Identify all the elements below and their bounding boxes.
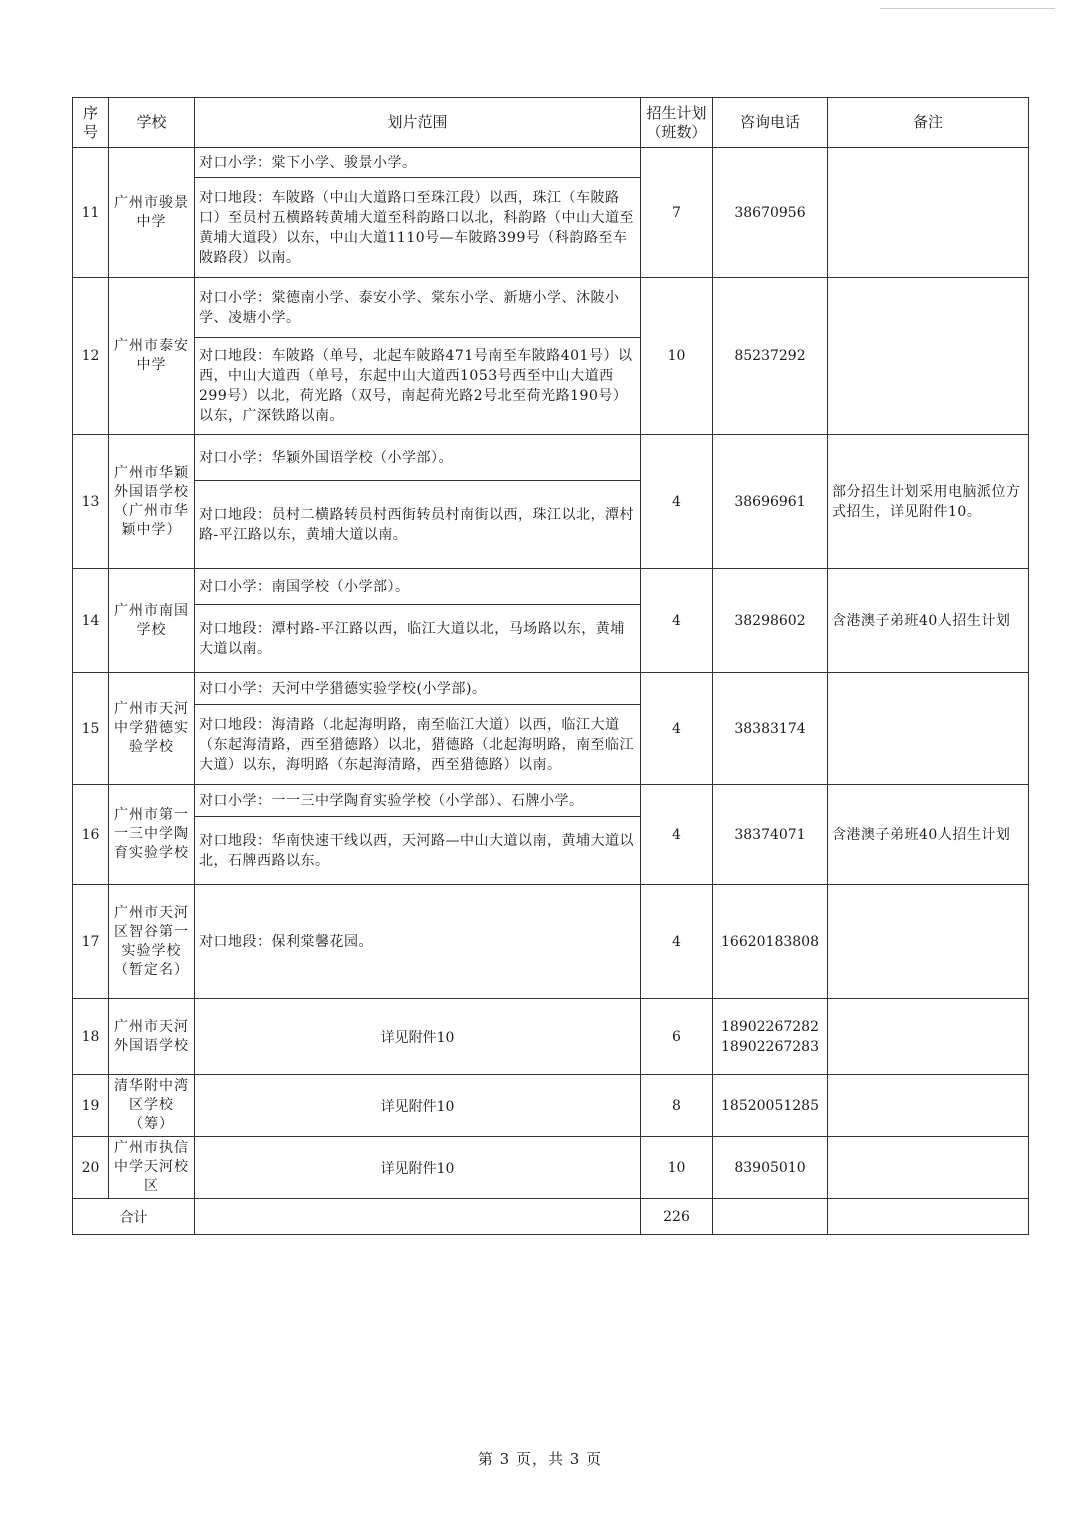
plan-count: 4 (641, 885, 713, 999)
phone-number: 85237292 (713, 278, 828, 435)
row-number: 12 (73, 278, 109, 435)
district-range: 对口地段：车陂路（中山大道路口至珠江段）以西，珠江（车陂路口）至员村五横路转黄埔大道至科韵路口以北，科韵路（中山大道至黄埔大道段）以东，中山大道1110号—车陂路399号（科韵路至车陂路段）以南。 (195, 178, 641, 278)
primary-school-range: 对口小学：一一三中学陶育实验学校（小学部）、石牌小学。 (195, 785, 641, 817)
range-reference: 详见附件10 (195, 999, 641, 1075)
district-range: 对口地段：保利棠馨花园。 (195, 885, 641, 999)
scan-edge-line (880, 8, 1055, 9)
table-row (73, 435, 1029, 481)
table-row (73, 569, 1029, 605)
total-note-empty (828, 1199, 1029, 1235)
phone-numbers (713, 999, 828, 1075)
school-name: 广州市南国学校 (109, 569, 195, 673)
district-range: 对口地段：潭村路-平江路以西，临江大道以北，马场路以东，黄埔大道以南。 (195, 605, 641, 673)
row-number: 14 (73, 569, 109, 673)
plan-count: 6 (641, 999, 713, 1075)
district-range: 对口地段：华南快速干线以西，天河路—中山大道以南，黄埔大道以北，石牌西路以东。 (195, 817, 641, 885)
row-number: 17 (73, 885, 109, 999)
range-reference: 详见附件10 (195, 1137, 641, 1199)
school-name: 广州市天河中学猎德实验学校 (109, 673, 195, 785)
header-note: 备注 (828, 98, 1029, 148)
row-number: 20 (73, 1137, 109, 1199)
school-name: 广州市泰安中学 (109, 278, 195, 435)
table-row (73, 885, 1029, 999)
plan-count: 4 (641, 435, 713, 569)
total-range-empty (195, 1199, 641, 1235)
district-range: 对口地段：车陂路（单号，北起车陂路471号南至车陂路401号）以西，中山大道西（单号，东起中山大道西1053号西至中山大道西299号）以北，荷光路（双号，南起荷光路2号北至荷光路190号）以东，广深铁路以南。 (195, 338, 641, 435)
primary-school-range: 对口小学：棠下小学、骏景小学。 (195, 148, 641, 178)
note (828, 1137, 1029, 1199)
table-row (73, 148, 1029, 178)
total-plan: 226 (641, 1199, 713, 1235)
header-no: 序号 (73, 98, 109, 148)
note (828, 148, 1029, 278)
note (828, 1075, 1029, 1137)
table-row (73, 1075, 1029, 1137)
note: 部分招生计划采用电脑派位方式招生，详见附件10。 (828, 435, 1029, 569)
row-number: 15 (73, 673, 109, 785)
header-range: 划片范围 (195, 98, 641, 148)
row-number: 19 (73, 1075, 109, 1137)
row-number: 18 (73, 999, 109, 1075)
range-reference: 详见附件10 (195, 1075, 641, 1137)
school-name: 广州市天河外国语学校 (109, 999, 195, 1075)
note (828, 278, 1029, 435)
header-school: 学校 (109, 98, 195, 148)
plan-count: 10 (641, 278, 713, 435)
primary-school-range: 对口小学：天河中学猎德实验学校(小学部)。 (195, 673, 641, 705)
page-footer: 第 3 页，共 3 页 (477, 1450, 603, 1468)
total-label: 合计 (73, 1199, 195, 1235)
note (828, 999, 1029, 1075)
table-row (73, 785, 1029, 817)
primary-school-range: 对口小学：华颖外国语学校（小学部）。 (195, 435, 641, 481)
note (828, 885, 1029, 999)
primary-school-range: 对口小学：棠德南小学、泰安小学、棠东小学、新塘小学、沐陂小学、凌塘小学。 (195, 278, 641, 338)
phone-number: 38298602 (713, 569, 828, 673)
school-name: 清华附中湾区学校（筹） (109, 1075, 195, 1137)
plan-count: 4 (641, 673, 713, 785)
total-row (73, 1199, 1029, 1235)
total-phone-empty (713, 1199, 828, 1235)
plan-count: 4 (641, 785, 713, 885)
phone-number: 18520051285 (713, 1075, 828, 1137)
plan-count: 10 (641, 1137, 713, 1199)
phone-number: 38696961 (713, 435, 828, 569)
note (828, 673, 1029, 785)
district-range: 对口地段：员村二横路转员村西街转员村南街以西，珠江以北，潭村路-平江路以东，黄埔大道以南。 (195, 481, 641, 569)
phone-number: 18902267283 (721, 1038, 819, 1055)
phone-number: 38670956 (713, 148, 828, 278)
plan-count: 8 (641, 1075, 713, 1137)
header-plan: 招生计划（班数） (641, 98, 713, 148)
table-row (73, 278, 1029, 338)
school-name: 广州市天河区智谷第一实验学校（暂定名） (109, 885, 195, 999)
row-number: 13 (73, 435, 109, 569)
school-name: 广州市执信中学天河校区 (109, 1137, 195, 1199)
primary-school-range: 对口小学：南国学校（小学部）。 (195, 569, 641, 605)
phone-number: 38383174 (713, 673, 828, 785)
school-name: 广州市第一一三中学陶育实验学校 (109, 785, 195, 885)
phone-number: 83905010 (713, 1137, 828, 1199)
header-phone: 咨询电话 (713, 98, 828, 148)
note: 含港澳子弟班40人招生计划 (828, 785, 1029, 885)
table-header-row (73, 98, 1029, 148)
school-name: 广州市骏景中学 (109, 148, 195, 278)
phone-number: 16620183808 (713, 885, 828, 999)
phone-number: 18902267282 (721, 1018, 819, 1035)
school-name: 广州市华颖外国语学校（广州市华颖中学） (109, 435, 195, 569)
table-row (73, 1137, 1029, 1199)
phone-number: 38374071 (713, 785, 828, 885)
plan-count: 4 (641, 569, 713, 673)
enrollment-table (72, 97, 1029, 1235)
district-range: 对口地段：海清路（北起海明路，南至临江大道）以西，临江大道（东起海清路，西至猎德路）以北，猎德路（北起海明路，南至临江大道）以东，海明路（东起海清路，西至猎德路）以南。 (195, 705, 641, 785)
plan-count: 7 (641, 148, 713, 278)
table-row (73, 999, 1029, 1075)
table-row (73, 673, 1029, 705)
row-number: 11 (73, 148, 109, 278)
note: 含港澳子弟班40人招生计划 (828, 569, 1029, 673)
row-number: 16 (73, 785, 109, 885)
